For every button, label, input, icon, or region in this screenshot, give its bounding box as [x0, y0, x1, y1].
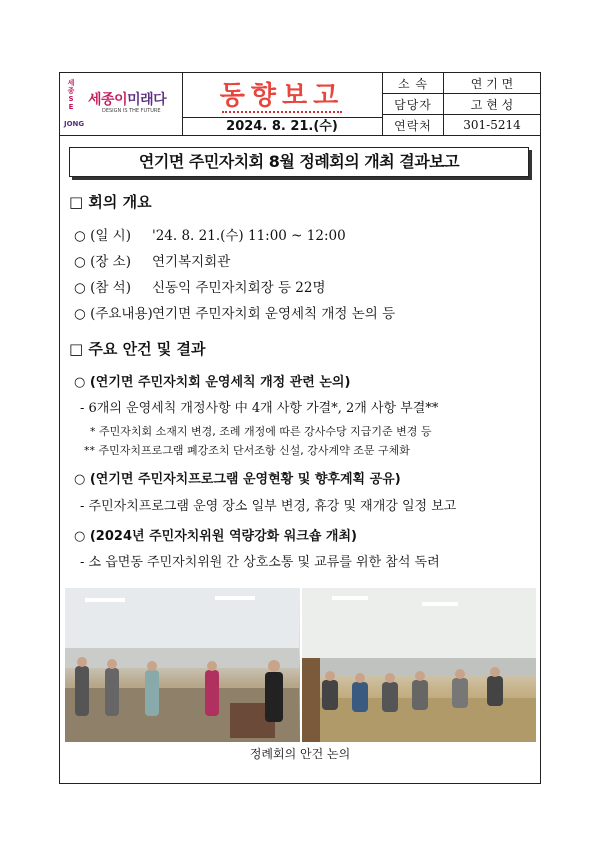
overview-value: 신동익 주민자치회장 등 22명: [152, 280, 326, 296]
agenda-1-note-2: ** 주민자치프로그램 폐강조치 단서조항 신설, 강사계약 조문 구체화: [84, 444, 410, 457]
agenda-2-detail: - 주민자치프로그램 운영 장소 일부 변경, 휴강 및 재개강 일정 보고: [80, 499, 457, 514]
info-row: [383, 73, 541, 94]
agenda-1-detail: - 6개의 운영세칙 개정사항 中 4개 사항 가결*, 2개 사항 부결**: [80, 401, 439, 416]
info-key: 담당자: [383, 94, 444, 115]
report-title: 동향보고: [219, 81, 345, 111]
logo-brand-c: 미래다: [127, 92, 167, 108]
agenda-item-2: ○ (연기면 주민자치프로그램 운영현황 및 향후계획 공유): [74, 472, 401, 487]
overview-value: 연기복지회관: [152, 254, 231, 270]
logo-brand-a: 세종: [88, 92, 115, 108]
logo-brand-b: 이: [114, 92, 128, 108]
logo-tagline: DESIGN IS THE FUTURE: [102, 108, 161, 114]
report-date: 2024. 8. 21.(수): [182, 117, 382, 136]
report-subject: 연기면 주민자치회 8월 정례회의 개최 결과보고: [69, 147, 529, 177]
info-value: 301-5214: [444, 115, 541, 136]
logo-vertical-text: 세 종 S E: [67, 79, 75, 111]
overview-value: 연기면 주민자치회 운영세칙 개정 논의 등: [152, 306, 396, 322]
overview-label: ○ (일 시): [74, 228, 131, 244]
report-frame: [59, 72, 541, 784]
overview-item: [74, 276, 326, 296]
agenda-item-3: ○ (2024년 주민자치위원 역량강화 워크숍 개최): [74, 529, 357, 544]
agenda-item-1: ○ (연기면 주민자치회 운영세칙 개정 관련 논의): [74, 375, 351, 390]
logo-brand: [88, 89, 166, 109]
sejong-logo: [60, 73, 183, 135]
overview-item: [74, 224, 346, 244]
meeting-photos: [65, 588, 536, 742]
overview-item: [74, 302, 395, 322]
section-overview-title: □ 회의 개요: [69, 193, 152, 211]
overview-label: ○ (참 석): [74, 280, 131, 296]
photo-caption: 정례회의 안건 논의: [249, 747, 351, 761]
contact-info-table: [382, 73, 540, 135]
info-key: 소 속: [383, 73, 444, 94]
title-box: [182, 73, 382, 135]
info-value: 연 기 면: [444, 73, 541, 94]
meeting-photo-1: [65, 588, 300, 742]
info-value: 고 현 성: [444, 94, 541, 115]
overview-item: [74, 250, 230, 270]
meeting-photo-2: [302, 588, 537, 742]
logo-jong: JONG: [64, 120, 85, 128]
report-body: [60, 135, 540, 784]
report-header: [60, 73, 540, 135]
section-results-title: □ 주요 안건 및 결과: [69, 340, 206, 358]
agenda-3-detail: - 소 읍면동 주민자치위원 간 상호소통 및 교류를 위한 참석 독려: [80, 555, 440, 570]
agenda-1-note-1: * 주민자치회 소재지 변경, 조례 개정에 따른 강사수당 지급기준 변경 등: [90, 425, 432, 438]
overview-value: '24. 8. 21.(수) 11:00 ~ 12:00: [152, 228, 346, 244]
overview-label: ○ (주요내용): [74, 306, 153, 322]
info-row: [383, 115, 541, 136]
info-row: [383, 94, 541, 115]
title-divider: [222, 111, 342, 113]
info-key: 연락처: [383, 115, 444, 136]
overview-label: ○ (장 소): [74, 254, 131, 270]
